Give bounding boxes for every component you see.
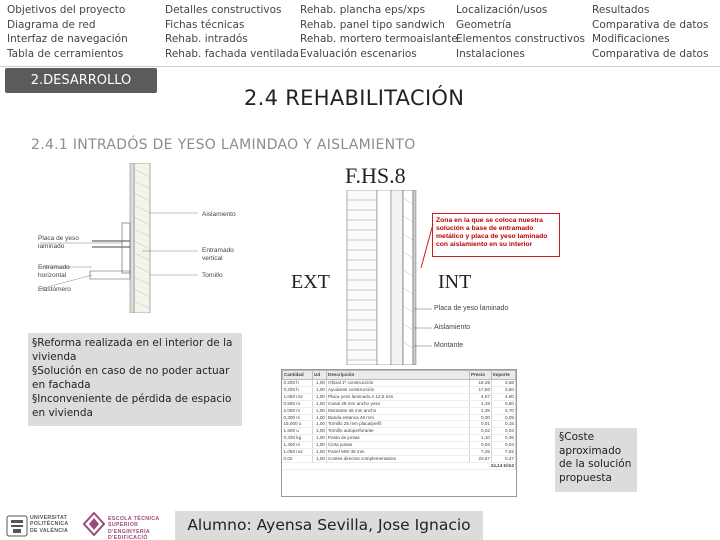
etse-logo-line: D'ENGINYERIA: [108, 528, 151, 535]
table-cell: Placa yeso laminado A 12,5 mm: [327, 393, 470, 400]
label-aislamiento: Aislamiento: [202, 211, 236, 218]
table-cell: 0,03: [492, 428, 516, 435]
etse-logo-line: D'EDIFICACIÓ: [108, 535, 148, 540]
table-cell: Panel MW 45 mm: [327, 449, 470, 456]
table-cell: 0,47: [492, 455, 516, 462]
nav-divider: [0, 66, 720, 67]
etse-logo: [83, 512, 105, 536]
table-cell: 23,67: [470, 455, 492, 462]
table-cell: 1,600 u: [283, 428, 313, 435]
table-cell: 1,00: [313, 449, 327, 456]
table-cell: 18,35: [470, 380, 492, 387]
table-cell: 3,68: [492, 380, 516, 387]
column-header: Precio: [470, 371, 492, 380]
table-cell: 1,00: [313, 421, 327, 428]
table-cell: 0,330 kg: [283, 435, 313, 442]
table-cell: Oficial 1ª construcción: [327, 380, 470, 387]
table-cell: 1,00: [313, 435, 327, 442]
table-cell: 0,200 h: [283, 380, 313, 387]
upv-logo-text: [30, 515, 68, 534]
section-subtitle: 2.4.1 INTRADÓS DE YESO LAMINDAO Y AISLAMIENTO: [31, 137, 416, 153]
table-row: [283, 386, 516, 393]
cost-note-line: aproximado: [559, 444, 622, 457]
nav-link[interactable]: Localización/usos: [456, 4, 548, 16]
label-entramado-vertical: Entramado vertical: [202, 247, 234, 262]
label-montante-section: Montante: [434, 342, 464, 349]
bullet-point: §Inconveniente de pérdida de espacio en vivienda: [32, 393, 232, 419]
nav-link[interactable]: Tabla de cerramientos: [7, 47, 124, 60]
nav-link[interactable]: Comparativa de datos: [592, 18, 709, 31]
table-cell: 0,09: [492, 414, 516, 421]
nav-link[interactable]: Interfaz de navegación: [7, 33, 128, 45]
table-cell: Tornillo autoperforante: [327, 428, 470, 435]
nav-link[interactable]: Rehab. fachada ventilada: [165, 47, 299, 60]
table-cell: 1,400 m: [283, 442, 313, 449]
table-cell: 7,62: [492, 449, 516, 456]
table-cell: 3,50: [492, 386, 516, 393]
nav-column-3: [300, 3, 458, 61]
table-total-row: [283, 462, 516, 469]
construction-detail-drawing: [30, 163, 270, 313]
table-cell: Pasta de juntas: [327, 435, 470, 442]
table-cell: 15,000 u: [283, 421, 313, 428]
table-cell: 1,35: [470, 407, 492, 414]
table-cell: 1,00: [313, 428, 327, 435]
label-entramado-horizontal: Entramado horizontal: [38, 264, 70, 279]
column-header: Importe: [492, 371, 516, 380]
budget-table: [281, 369, 517, 497]
label-interior: INT: [438, 271, 472, 293]
table-cell: 1,00: [313, 393, 327, 400]
table-cell: 0,04: [492, 442, 516, 449]
nav-link[interactable]: Rehab. intradós: [165, 33, 248, 45]
top-navigation: [0, 0, 720, 68]
label-placa-yeso: Placa de yeso laminado: [38, 235, 79, 250]
table-cell: 0,15: [492, 421, 516, 428]
bullet-point: §Solución en caso de no poder actuar en fachada: [32, 365, 230, 391]
nav-link[interactable]: Rehab. panel tipo sandwich: [300, 18, 445, 31]
table-row: [283, 380, 516, 387]
nav-column-5: [592, 3, 708, 61]
table-cell: 4,67: [470, 393, 492, 400]
label-tornillo: Tornillo: [202, 272, 223, 279]
table-row: [283, 449, 516, 456]
table-cell: Montante 48 mm ancho: [327, 407, 470, 414]
table-cell: Cinta juntas: [327, 442, 470, 449]
etse-logo-text: [108, 516, 160, 540]
cost-note-line: de la solución: [559, 458, 632, 470]
table-row: [283, 421, 516, 428]
table-cell: 1,10: [470, 435, 492, 442]
cost-note-box: [555, 428, 637, 492]
table-cell: 0,300 m: [283, 414, 313, 421]
nav-link[interactable]: Comparativa de datos: [592, 47, 709, 60]
table-row: [283, 442, 516, 449]
table-cell: 0,30: [470, 414, 492, 421]
table-row: [283, 455, 516, 462]
table-cell: Tornillo 25 mm placa/perfil: [327, 421, 470, 428]
column-header: Cantidad: [283, 371, 313, 380]
key-points-box: [28, 333, 242, 426]
table-cell: 0,02: [283, 455, 313, 462]
nav-link[interactable]: Modificaciones: [592, 33, 670, 45]
nav-column-1: [7, 3, 128, 61]
label-exterior: EXT: [291, 271, 330, 293]
cost-note-line: propuesta: [559, 471, 612, 484]
table-cell: Banda estanca 46 mm: [327, 414, 470, 421]
nav-link[interactable]: Elementos constructivos: [456, 33, 586, 45]
table-cell: Ayudante construcción: [327, 386, 470, 393]
table-cell: 1,19: [470, 400, 492, 407]
page-title: 2.4 REHABILITACIÓN: [244, 86, 465, 110]
table-row: [283, 407, 516, 414]
table-cell: Costes directos complementarios: [327, 455, 470, 462]
label-elastomero: Elastómero: [38, 286, 71, 293]
section-tab-desarrollo[interactable]: 2.DESARROLLO: [5, 68, 157, 93]
table-cell: 0,36: [492, 435, 516, 442]
table-cell: 0,01: [470, 421, 492, 428]
table-cell: 1,00: [313, 400, 327, 407]
note-pointer: [418, 222, 434, 272]
nav-link[interactable]: Objetivos del proyecto: [7, 4, 126, 16]
table-cell: 0,500 m: [283, 400, 313, 407]
nav-link[interactable]: Rehab. plancha eps/xps: [300, 4, 426, 16]
table-cell: 1,00: [313, 380, 327, 387]
table-cell: Canal 48 mm ancho yeso: [327, 400, 470, 407]
table-cell: 1,00: [313, 414, 327, 421]
table-cell: 1,050 m2: [283, 393, 313, 400]
table-cell: 1,00: [313, 407, 327, 414]
table-cell: 2,70: [492, 407, 516, 414]
label-placa-yeso-section: Placa de yeso laminado: [434, 305, 509, 312]
table-total: 24,14 €/m2: [283, 462, 516, 469]
author-credit: Alumno: Ayensa Sevilla, Jose Ignacio: [175, 511, 483, 540]
table-header-row: [283, 371, 516, 380]
table-row: [283, 435, 516, 442]
nav-link[interactable]: Diagrama de red: [7, 18, 96, 31]
etse-logo-line: SUPERIOR: [108, 522, 139, 529]
table-row: [283, 400, 516, 407]
nav-link[interactable]: Detalles constructivos: [165, 4, 282, 16]
table-row: [283, 393, 516, 400]
cost-note-line: §Coste: [559, 431, 595, 443]
nav-link[interactable]: Fichas técnicas: [165, 18, 245, 31]
section-leaders: [412, 304, 434, 350]
table-cell: 0,200 h: [283, 386, 313, 393]
nav-link[interactable]: Geometría: [456, 18, 512, 31]
nav-link[interactable]: Rehab. mortero termoaislante: [300, 33, 458, 45]
label-aislamiento-section: Aislamiento: [434, 324, 471, 331]
etse-logo-line: ESCOLA TÈCNICA: [108, 516, 160, 522]
table-cell: 17,50: [470, 386, 492, 393]
table-row: [283, 428, 516, 435]
solution-zone-note: Zona en la que se coloca nuestra solución a base de entramado metálico y placa de yeso laminado con aislamiento en su interior: [432, 213, 560, 257]
nav-link[interactable]: Instalaciones: [456, 47, 525, 60]
nav-column-2: [165, 3, 299, 61]
column-header: Ud: [313, 371, 327, 380]
section-drawing-title: F.HS.8: [345, 163, 406, 188]
table-cell: 1,00: [313, 442, 327, 449]
table-cell: 2,000 m: [283, 407, 313, 414]
table-cell: 1,050 m2: [283, 449, 313, 456]
upv-logo-line: UNIVERSITAT: [30, 515, 68, 521]
nav-link[interactable]: Resultados: [592, 4, 650, 16]
nav-link[interactable]: Evaluación escenarios: [300, 47, 417, 60]
nav-column-4: [456, 3, 585, 61]
upv-logo-line: DE VALÈNCIA: [30, 527, 69, 534]
column-header: Descripción: [327, 371, 470, 380]
table-cell: 1,00: [313, 386, 327, 393]
table-row: [283, 414, 516, 421]
bullet-point: §Reforma realizada en el interior de la vivienda: [32, 337, 233, 363]
table-cell: 7,25: [470, 449, 492, 456]
table-cell: 0,03: [470, 442, 492, 449]
table-cell: 4,90: [492, 393, 516, 400]
table-cell: 0,02: [470, 428, 492, 435]
table-cell: 1,00: [313, 455, 327, 462]
upv-logo-line: POLITÈCNICA: [30, 521, 69, 528]
table-cell: 0,60: [492, 400, 516, 407]
